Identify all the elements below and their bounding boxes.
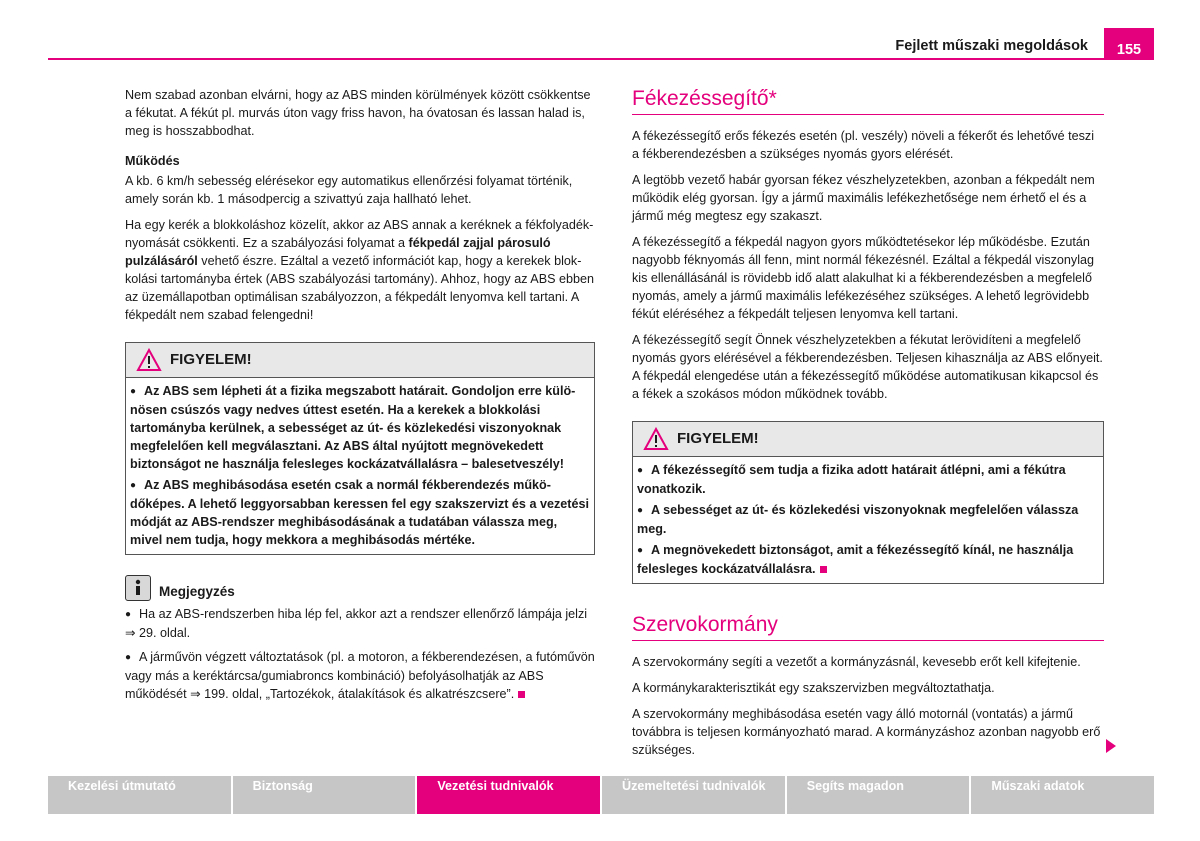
warning-item bbox=[637, 461, 1099, 498]
nav-tab-vezetesi-tudnivalok[interactable]: Vezetési tudnivalók bbox=[417, 776, 600, 814]
mukodes-p2-text-c: vehető észre. Ezáltal a vezető információt kap, hogy a kerekek blokkolási tartományba értek (ABS szabályozási tartomány). Ahhoz, hogy az ABS ebben az üzemállapotban optimálisan szabályozzon, a fékpedált lenyomva kell tartani. A fékpedált nem szabad felengedni! bbox=[125, 254, 595, 322]
bullet-dot-icon: ● bbox=[125, 652, 132, 663]
header-rule bbox=[48, 58, 1104, 60]
brake-assist-paragraph: A fékezéssegítő erős fékezés esetén (pl. veszély) növeli a fékerőt és lehetővé teszi a fékberendezésben a szükséges nyomás gyors elérését. bbox=[632, 129, 1095, 161]
warning-item bbox=[637, 501, 1099, 538]
note-item-text: Ha az ABS-rendszerben hiba lép fel, akkor azt a rendszer ellenőrző lámpája jelzi ⇒ 29. oldal. bbox=[125, 607, 588, 640]
next-page-arrow-icon[interactable] bbox=[1106, 739, 1116, 753]
warning-item bbox=[130, 476, 590, 549]
power-steering-paragraph: A szervokormány meghibásodása esetén vagy álló motornál (vontatás) a jármű továbbra is teljesen kormányozható marad. A kormányzáshoz azonban nagyobb erő szükséges. bbox=[632, 707, 1101, 757]
mukodes-paragraph-1: A kb. 6 km/h sebesség elérésekor egy automatikus ellenőrzési folyamat történik, amely során kb. 1 másodpercig a szivattyú zaja hallható lehet. bbox=[125, 174, 573, 206]
note-item bbox=[125, 648, 595, 703]
brake-assist-paragraph: A fékezéssegítő segít Önnek vészhelyzetekben a fékutat lerövidíteni a megfelelő nyomás gyors elérésével a fékberendezésben. Teljesen kihasználja az ABS előnyeit. A fékpedál elengedése után a fékezéssegítő működése automatikusan kikapcsol és a fékek a szokásos módon működnek tovább. bbox=[632, 333, 1103, 401]
nav-tab-uzemeltetesi-tudnivalok[interactable]: Üzemeltetési tudnivalók bbox=[602, 776, 785, 814]
nav-tab-biztonsag[interactable]: Biztonság bbox=[233, 776, 416, 814]
power-steering-heading: Szervokormány bbox=[632, 612, 1104, 641]
page-number: 155 bbox=[1104, 28, 1154, 60]
warning-header bbox=[126, 343, 594, 378]
end-square-icon bbox=[820, 566, 827, 573]
warning-triangle-icon bbox=[643, 427, 669, 451]
warning-item bbox=[130, 382, 590, 473]
warning-item-text: A fékezéssegítő sem tudja a fizika adott határait átlépni, ami a fékútra vonatkozik. bbox=[637, 463, 1066, 496]
mukodes-heading: Működés bbox=[125, 154, 180, 168]
bullet-dot-icon: ● bbox=[637, 545, 644, 556]
nav-tab-muszaki-adatok[interactable]: Műszaki adatok bbox=[971, 776, 1154, 814]
nav-tab-segits-magadon[interactable]: Segíts magadon bbox=[787, 776, 970, 814]
warning-title: FIGYELEM! bbox=[170, 351, 252, 368]
intro-paragraph: Nem szabad azonban elvárni, hogy az ABS minden körülmények között csökkentse a fékutat. A fékút pl. murvás úton vagy friss havon, ha óvatosan és lassan halad is, meg is hosszabbodhat. bbox=[125, 88, 591, 138]
note-body bbox=[125, 605, 595, 703]
brake-assist-heading: Fékezéssegítő* bbox=[632, 86, 1104, 115]
warning-triangle-icon bbox=[136, 348, 162, 372]
warning-body bbox=[126, 378, 594, 554]
running-header-title: Fejlett műszaki megoldások bbox=[895, 38, 1088, 54]
mukodes-paragraph-2 bbox=[125, 216, 595, 324]
warning-body bbox=[633, 457, 1103, 583]
bullet-dot-icon: ● bbox=[125, 609, 132, 620]
note-item bbox=[125, 605, 595, 642]
right-column bbox=[632, 86, 1104, 767]
note-header bbox=[125, 575, 595, 601]
warning-title: FIGYELEM! bbox=[677, 430, 759, 447]
end-square-icon bbox=[518, 691, 525, 698]
warning-item bbox=[637, 541, 1099, 578]
left-column bbox=[125, 86, 595, 709]
warning-item-text: A sebességet az út- és közlekedési viszonyoknak megfelelően válassza meg. bbox=[637, 503, 1079, 536]
nav-tab-kezelesi-utmutato[interactable]: Kezelési útmutató bbox=[48, 776, 231, 814]
bullet-dot-icon: ● bbox=[637, 465, 644, 476]
warning-item-text: Az ABS sem lépheti át a fizika megszabott határait. Gondoljon erre különösen csúszós vagy nedves úttest esetén. Ha a kerekek a blokkolási tartományba kerülnek, a sebességet az út- és közlekedési viszonyoknak megfelelően kell megválasztani. Az ABS által nyújtott megnövekedett biztonságot ne használja felesleges kockázatvállalásra – balesetveszély! bbox=[130, 384, 576, 471]
warning-item-text: Az ABS meghibásodása esetén csak a normál fékberendezés működőképes. A lehető leggyorsabban keressen fel egy szakszervizt és a vezetési módját az ABS-rendszer meghibásodásának a tudatában válassza meg, mivel nem tudja, hogy mekkora a meghibásodás mértéke. bbox=[130, 478, 589, 547]
warning-header bbox=[633, 422, 1103, 457]
mukodes-p2-bold: fékpedál zajjal párosuló pulzálásáról bbox=[125, 236, 551, 268]
note-title: Megjegyzés bbox=[159, 584, 235, 599]
warning-item-text: A megnövekedett biztonságot, amit a fékezéssegítő kínál, ne használja felesleges kockázatvállalásra. bbox=[637, 543, 1074, 576]
bullet-dot-icon: ● bbox=[130, 386, 137, 397]
brake-assist-paragraph: A fékezéssegítő a fékpedál nagyon gyors működtetésekor lép működésbe. Ezután nagyobb féknyomás áll fenn, mint normál fékezésnél. Ezáltal a fékpedál viszonylag kis ellenállásánál is rövidebb idő alatt alakulhat ki a fékberendezésben a megfelelő nyomás, amely a jármű maximális lefékezéséhez szükséges. A lehető legrövidebb fékút eléréséhez a fékpedált teljesen lenyomva kell tartani. bbox=[632, 235, 1095, 321]
info-i-icon bbox=[125, 575, 151, 601]
footer-nav bbox=[48, 776, 1154, 814]
brake-assist-paragraph: A legtöbb vezető habár gyorsan fékez vészhelyzetekben, azonban a fékpedált nem működik elég gyorsan. Így a jármű maximális lefékezhetősége nem érhető el és a jármű még megtesz egy szakaszt. bbox=[632, 173, 1095, 223]
bullet-dot-icon: ● bbox=[637, 505, 644, 516]
brake-assist-warning-box bbox=[632, 421, 1104, 584]
note-item-text: A járművön végzett változtatások (pl. a motoron, a fékberendezésen, a futóművön vagy más a keréktárcsa/gumiabroncs kombináció) befolyásolhatják az ABS működését ⇒ 199. oldal, „Tartozékok, átalakítások és alkatrészcsere”. bbox=[125, 650, 595, 701]
power-steering-paragraph: A kormánykarakterisztikát egy szakszervizben megváltoztathatja. bbox=[632, 681, 995, 695]
bullet-dot-icon: ● bbox=[130, 480, 137, 491]
power-steering-paragraph: A szervokormány segíti a vezetőt a kormányzásnál, kevesebb erőt kell kifejtenie. bbox=[632, 655, 1081, 669]
abs-warning-box bbox=[125, 342, 595, 555]
mukodes-p2-text-a: Ha egy kerék a blokkoláshoz közelít, akkor az ABS annak a keréknek a fékfolyadéknyomását csökkenti. Ez a szabályozási folyamat a bbox=[125, 218, 594, 250]
